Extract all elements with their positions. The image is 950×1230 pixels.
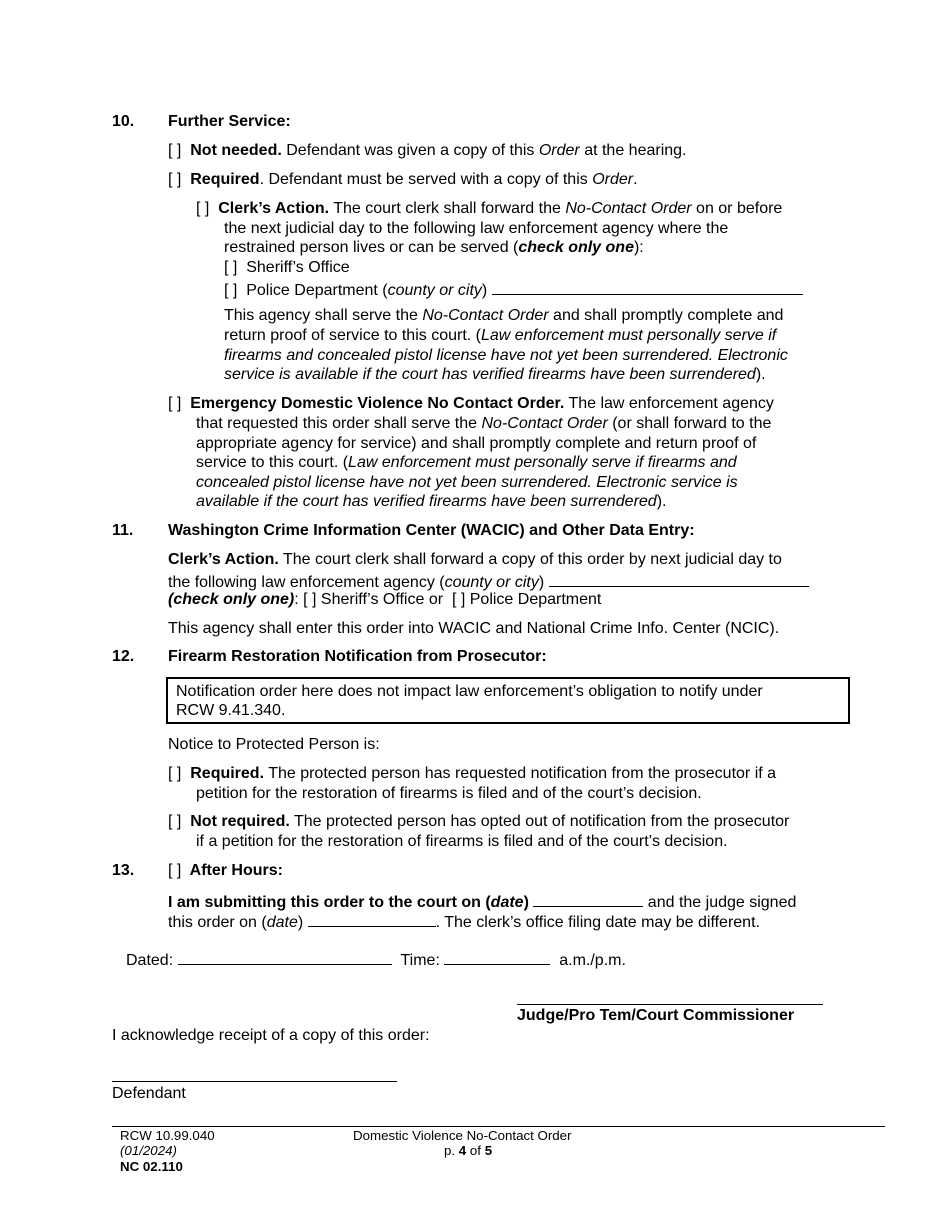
emergency-line-3: appropriate agency for service) and shall promptly complete and return proof of (196, 435, 757, 452)
section-10-number: 10. (112, 113, 135, 130)
wacic-clerk-line-3: (check only one): [ ] Sheriff’s Office or [ ] Police Department (168, 591, 602, 608)
defendant-label: Defendant (112, 1085, 186, 1102)
sheriff-option: [ ] Sheriff’s Office (224, 259, 350, 276)
agency-serve-line-4: service is available if the court has verified firearms have been surrendered). (224, 366, 766, 383)
section-12-number: 12. (112, 648, 135, 665)
emergency-line-4: service to this court. (Law enforcement must personally serve if firearms and (196, 454, 737, 471)
after-hours-line-2: this order on (date) . The clerk’s office filing date may be different. (168, 910, 760, 933)
footer-page: p. 4 of 5 (444, 1143, 493, 1158)
footer-rcw: RCW 10.99.040 (120, 1128, 215, 1143)
emergency-line-5: concealed pistol license have not yet been surrendered. Electronic service is (196, 474, 738, 491)
agency-serve-line-1: This agency shall serve the No-Contact Order and shall promptly complete and (224, 307, 784, 324)
section-11-number: 11. (112, 522, 134, 539)
submitted-date-field[interactable] (533, 890, 643, 907)
notify-not-required-option: [ ] Not required. The protected person has opted out of notification from the prosecutor (168, 813, 790, 830)
police-department-field[interactable] (492, 278, 803, 295)
notification-box-line-1: Notification order here does not impact law enforcement’s obligation to notify under (176, 683, 763, 700)
clerk-action-line-2: the next judicial day to the following law enforcement agency where the (224, 220, 729, 237)
section-13-number: 13. (112, 862, 135, 879)
police-checkbox[interactable]: [ ] (224, 282, 238, 299)
notify-required-line-2: petition for the restoration of firearms is filed and of the court’s decision. (196, 785, 702, 802)
defendant-signature-line[interactable] (112, 1081, 397, 1082)
wacic-clerk-line-2: the following law enforcement agency (county or city) (168, 570, 809, 593)
clerk-action-option: [ ] Clerk’s Action. The court clerk shall forward the No-Contact Order on or before (196, 200, 783, 217)
after-hours-line-1: I am submitting this order to the court on (date) and the judge signed (168, 890, 796, 913)
signed-date-field[interactable] (308, 910, 436, 927)
notification-box-line-2: RCW 9.41.340. (176, 702, 286, 719)
dated-field[interactable] (178, 948, 392, 965)
not-needed-checkbox[interactable]: [ ] (168, 142, 182, 159)
wacic-agency-field[interactable] (549, 570, 809, 587)
sheriff-checkbox[interactable]: [ ] (224, 259, 238, 276)
emergency-line-6: available if the court has verified firearms have been surrendered). (196, 493, 667, 510)
footer-form-number: NC 02.110 (120, 1159, 183, 1174)
wacic-enter-text: This agency shall enter this order into WACIC and National Crime Info. Center (NCIC). (168, 620, 780, 637)
required-option: [ ] Required. Defendant must be served with a copy of this Order. (168, 171, 638, 188)
judge-signature-line[interactable] (517, 1004, 823, 1005)
notify-required-option: [ ] Required. The protected person has requested notification from the prosecutor if a (168, 765, 777, 782)
section-12-title: Firearm Restoration Notification from Prosecutor: (168, 648, 547, 665)
agency-serve-line-2: return proof of service to this court. (Law enforcement must personally serve if (224, 327, 777, 344)
section-11-title: Washington Crime Information Center (WACIC) and Other Data Entry: (168, 522, 695, 539)
emergency-option: [ ] Emergency Domestic Violence No Contact Order. The law enforcement agency (168, 395, 774, 412)
notify-required-checkbox[interactable]: [ ] (168, 765, 182, 782)
footer-title: Domestic Violence No-Contact Order (353, 1128, 572, 1143)
wacic-police-checkbox[interactable]: [ ] (451, 591, 466, 608)
footer-divider (112, 1126, 885, 1127)
clerk-action-checkbox[interactable]: [ ] (196, 200, 210, 217)
notify-not-required-line-2: if a petition for the restoration of firearms is filed and of the court’s decision. (196, 833, 728, 850)
agency-serve-line-3: firearms and concealed pistol license have not yet been surrendered. Electronic (224, 347, 788, 364)
emergency-line-2: that requested this order shall serve the No-Contact Order (or shall forward to the (196, 415, 772, 432)
after-hours-option: [ ] After Hours: (168, 862, 283, 879)
judge-label: Judge/Pro Tem/Court Commissioner (517, 1007, 795, 1024)
police-option: [ ] Police Department (county or city) (224, 278, 803, 301)
footer-date: (01/2024) (120, 1143, 177, 1158)
dated-time-row: Dated: Time: a.m./p.m. (126, 948, 626, 971)
section-10-title: Further Service: (168, 113, 291, 130)
acknowledge-text: I acknowledge receipt of a copy of this order: (112, 1027, 430, 1044)
after-hours-checkbox[interactable]: [ ] (168, 862, 182, 879)
time-field[interactable] (444, 948, 550, 965)
required-checkbox[interactable]: [ ] (168, 171, 182, 188)
emergency-checkbox[interactable]: [ ] (168, 395, 182, 412)
clerk-action-line-3: restrained person lives or can be served (check only one): (224, 239, 644, 256)
wacic-sheriff-checkbox[interactable]: [ ] (303, 591, 317, 608)
wacic-clerk-line-1: Clerk’s Action. The court clerk shall forward a copy of this order by next judicial day to (168, 551, 782, 568)
not-needed-option: [ ] Not needed. Defendant was given a copy of this Order at the hearing. (168, 142, 687, 159)
notify-not-required-checkbox[interactable]: [ ] (168, 813, 182, 830)
notice-protected-person: Notice to Protected Person is: (168, 736, 380, 753)
